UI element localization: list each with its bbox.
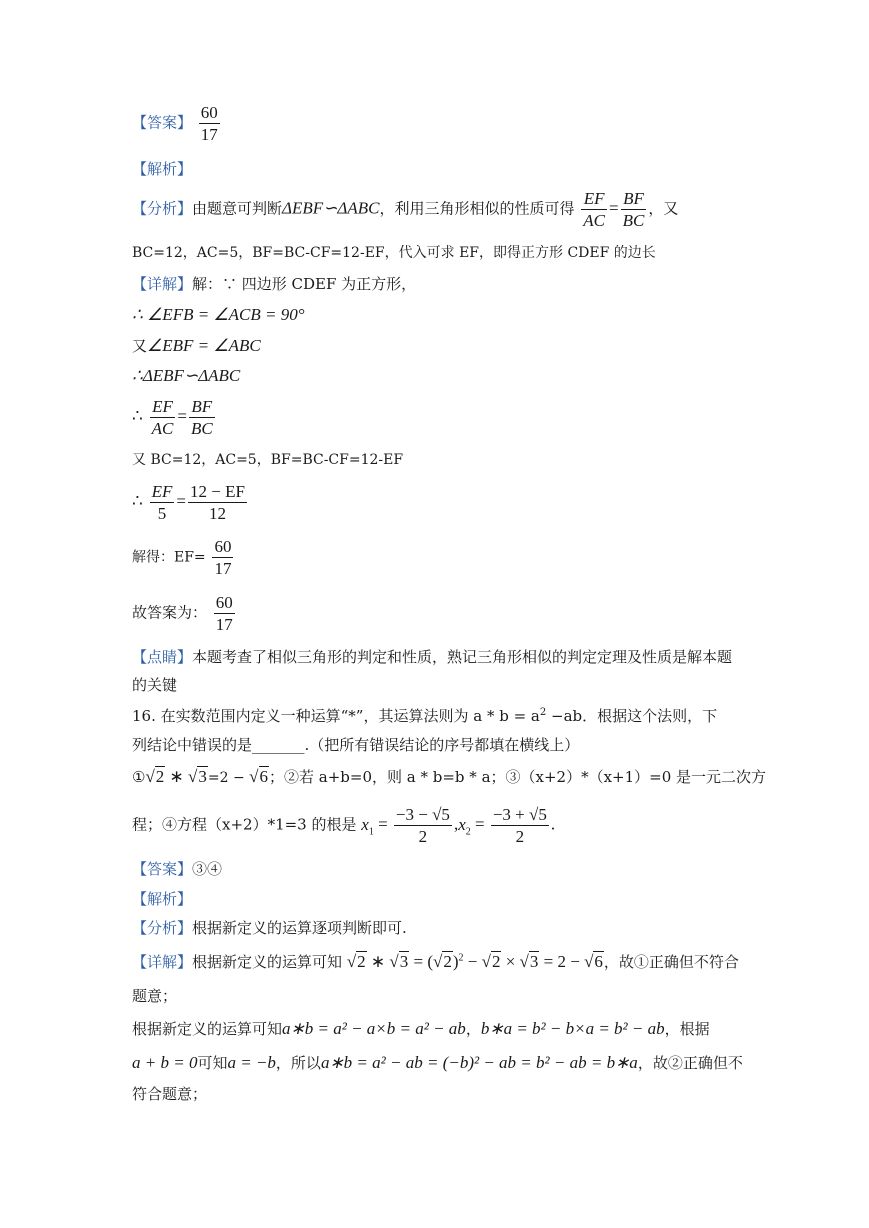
q16-para3-text3: ，故②正确但不 [637, 1054, 743, 1072]
q16-line1a: 16. 在实数范围内定义一种运算“*”，其运算法则为 a * b = a [132, 707, 540, 725]
fraction-denominator: AC [151, 419, 174, 438]
q16-fenxi-tag: 【分析】 [132, 919, 193, 937]
step-4-fraction-bf-bc [189, 398, 215, 437]
q16-xiangjie-text1: 根据新定义的运算可知 [192, 953, 343, 971]
q16-xiangjie-tag: 【详解】 [132, 953, 193, 971]
step-4 [132, 398, 217, 437]
x2-fraction [491, 806, 549, 845]
fenxi-line [132, 190, 678, 229]
fraction-numerator: 60 [214, 537, 232, 556]
q16-para3-expr2: a = −b [227, 1053, 276, 1072]
equals-sign: = [373, 814, 392, 834]
q16-para3-text1: 可知 [197, 1054, 228, 1072]
q16-answer-line [132, 862, 222, 877]
equals-sign: = [176, 491, 186, 511]
q16-analysis-tag: 【解析】 [132, 890, 193, 908]
q16-line1 [132, 708, 717, 724]
q16-answer-tag: 【答案】 [132, 860, 193, 878]
q16-xiangjie-expr-b: )$^2$ − [452, 952, 482, 971]
q16-line2: 列结论中错误的是_______.（把所有错误结论的序号都填在横线上） [132, 736, 580, 754]
sqrt-2: √2 [145, 767, 165, 786]
fenxi-text3: ，又 [648, 199, 679, 218]
equals-sign: = [470, 814, 489, 834]
q16-para3-text2: ，所以 [275, 1054, 321, 1072]
q16-fenxi-line [132, 921, 407, 936]
q16-para3-expr3: a∗b = a² − ab = (−b)² − ab = b² − ab = b∗a [320, 1053, 638, 1072]
fraction-denominator: 17 [214, 559, 232, 578]
step-4-prefix: ∴ [132, 406, 143, 426]
q16-para2-expr2: b∗a = b² − b×a = b² − ab [480, 1019, 665, 1038]
q16-options-line1 [132, 768, 766, 785]
answer-tag: 【答案】 [132, 113, 193, 132]
step-2-prefix: 又 [132, 337, 148, 355]
q16-para3 [132, 1054, 743, 1071]
step-7 [132, 538, 235, 577]
star-operator: ∗ [165, 767, 189, 786]
step-2-expr: ∠EBF = ∠ABC [147, 336, 261, 355]
q16-line1b: −ab．根据这个法则，下 [546, 707, 718, 725]
sqrt-2: √2 [481, 952, 501, 971]
option-4-prefix: 程；④方程（x+2）*1=3 的根是 [132, 815, 357, 834]
q16-para2: 根据新定义的运算可知a∗b = a² − a×b = a² − ab，b∗a = b² − b×a = b² − ab，根据 [132, 1019, 710, 1038]
dianjing-line2: 的关键 [132, 676, 178, 694]
period: . [550, 814, 556, 834]
equals-sign: = [609, 198, 619, 218]
sqrt-3: √3 [519, 952, 539, 971]
comma: , [453, 814, 459, 834]
fraction-denominator: 5 [157, 504, 167, 523]
q16-xiangjie-line2: 题意； [132, 987, 178, 1005]
step-6-fraction-left [150, 483, 175, 522]
step-7-fraction [212, 538, 233, 577]
fraction-numerator: 60 [215, 593, 233, 612]
fraction-denominator: AC [583, 211, 606, 230]
step-5: 又 BC=12，AC=5，BF=BC-CF=12-EF [132, 452, 404, 468]
fraction-denominator: BC [622, 211, 645, 230]
q16-para2-text2: ，根据 [664, 1020, 710, 1038]
analysis-tag: 【解析】 [132, 160, 193, 178]
q16-para2-text1: 根据新定义的运算可知 [132, 1020, 283, 1038]
step-4-fraction-ef-ac [150, 398, 176, 437]
fenxi-text2: ，利用三角形相似的性质可得 [379, 199, 575, 218]
fenxi-tag: 【分析】 [132, 199, 193, 218]
sqrt-6: √6 [584, 952, 603, 971]
answer-denominator: 17 [200, 125, 218, 144]
q16-para3-expr1: a + b = 0 [132, 1053, 198, 1072]
step-6-prefix: ∴ [132, 491, 143, 511]
x1-label: $x_1$ [361, 814, 374, 837]
q16-fenxi-text: 根据新定义的运算逐项判断即可. [192, 919, 407, 937]
fraction-denominator: 2 [515, 827, 525, 846]
fraction-numerator: BF [189, 398, 215, 418]
step-6 [132, 483, 249, 522]
step-3: ∴ΔEBF∽ΔABC [132, 366, 241, 385]
q16-para4: 符合题意； [132, 1085, 208, 1103]
option-1-rest: ；②若 a+b=0，则 a * b=b * a；③（x+2）*（x+1）=0 是一元二次方 [269, 768, 767, 786]
dianjing-text1: 本题考查了相似三角形的判定和性质，熟记三角形相似的判定定理及性质是解本题 [192, 648, 733, 666]
step-8 [132, 594, 237, 633]
answer-fraction [199, 104, 220, 143]
fraction-numerator: 12 − EF [189, 482, 245, 501]
fraction-denominator: 17 [215, 615, 233, 634]
times-operator: × [501, 952, 520, 971]
equals-sign: = [177, 406, 187, 426]
q16-answer: ③④ [192, 860, 223, 878]
step-7-prefix: 解得：EF= [132, 549, 206, 566]
fenxi-similar: ΔEBF∽ΔABC [282, 198, 380, 218]
fraction-numerator: EF [150, 398, 176, 418]
q16-para2-expr1: a∗b = a² − a×b = a² − ab [282, 1019, 466, 1038]
sqrt-3: √3 [389, 952, 409, 971]
fraction-denominator: 12 [208, 504, 226, 523]
x1-fraction [394, 806, 452, 845]
dianjing-line1 [132, 650, 732, 665]
fraction-numerator: −3 − √5 [395, 805, 450, 824]
fraction-numerator: BF [621, 190, 647, 210]
star-operator: ∗ [366, 952, 390, 971]
step-8-fraction [214, 594, 235, 633]
fraction-denominator: BC [190, 419, 213, 438]
fraction-numerator: EF [151, 482, 173, 501]
q16-xiangjie-expr: = ( [409, 952, 433, 971]
q16-options-line2 [132, 806, 555, 845]
xiangjie-tag: 【详解】 [132, 275, 193, 293]
step-1: ∴ ∠EFB = ∠ACB = 90° [132, 305, 305, 324]
sqrt-2: √2 [346, 952, 366, 971]
fraction-numerator: −3 + √5 [492, 805, 547, 824]
answer-numerator: 60 [200, 103, 218, 122]
q16-xiangjie-line [132, 953, 739, 970]
q16-xiangjie-expr-c: = 2 − [539, 952, 585, 971]
step-8-prefix: 故答案为： [132, 603, 208, 622]
q16-xiangjie-text2: ，故①正确但不符合 [603, 953, 739, 971]
fenxi-text1: 由题意可判断 [192, 199, 283, 218]
xiangjie-line [132, 277, 416, 292]
fraction-denominator: 2 [418, 827, 428, 846]
fenxi-fraction-bf-bc [621, 190, 647, 229]
option-1-marker: ① [132, 768, 146, 786]
dianjing-tag: 【点睛】 [132, 648, 193, 666]
fenxi-fraction-ef-ac [581, 190, 607, 229]
option-1-mid: =2 − [207, 770, 250, 786]
step-2 [132, 337, 261, 354]
answer-line [132, 104, 222, 143]
step-6-fraction-right [188, 483, 247, 522]
sqrt-2: √2 [433, 952, 452, 971]
x2-label: $x_2$ [458, 814, 471, 837]
fenxi-line2: BC=12，AC=5，BF=BC-CF=12-EF，代入可求 EF，即得正方形 CDEF 的边长 [132, 245, 656, 261]
sqrt-6: √6 [249, 767, 269, 786]
sqrt-3: √3 [188, 767, 207, 786]
xiangjie-text: 解：∵ 四边形 CDEF 为正方形， [192, 275, 417, 293]
fraction-numerator: EF [581, 190, 607, 210]
q16-line1-superscript: 2 [539, 707, 547, 718]
